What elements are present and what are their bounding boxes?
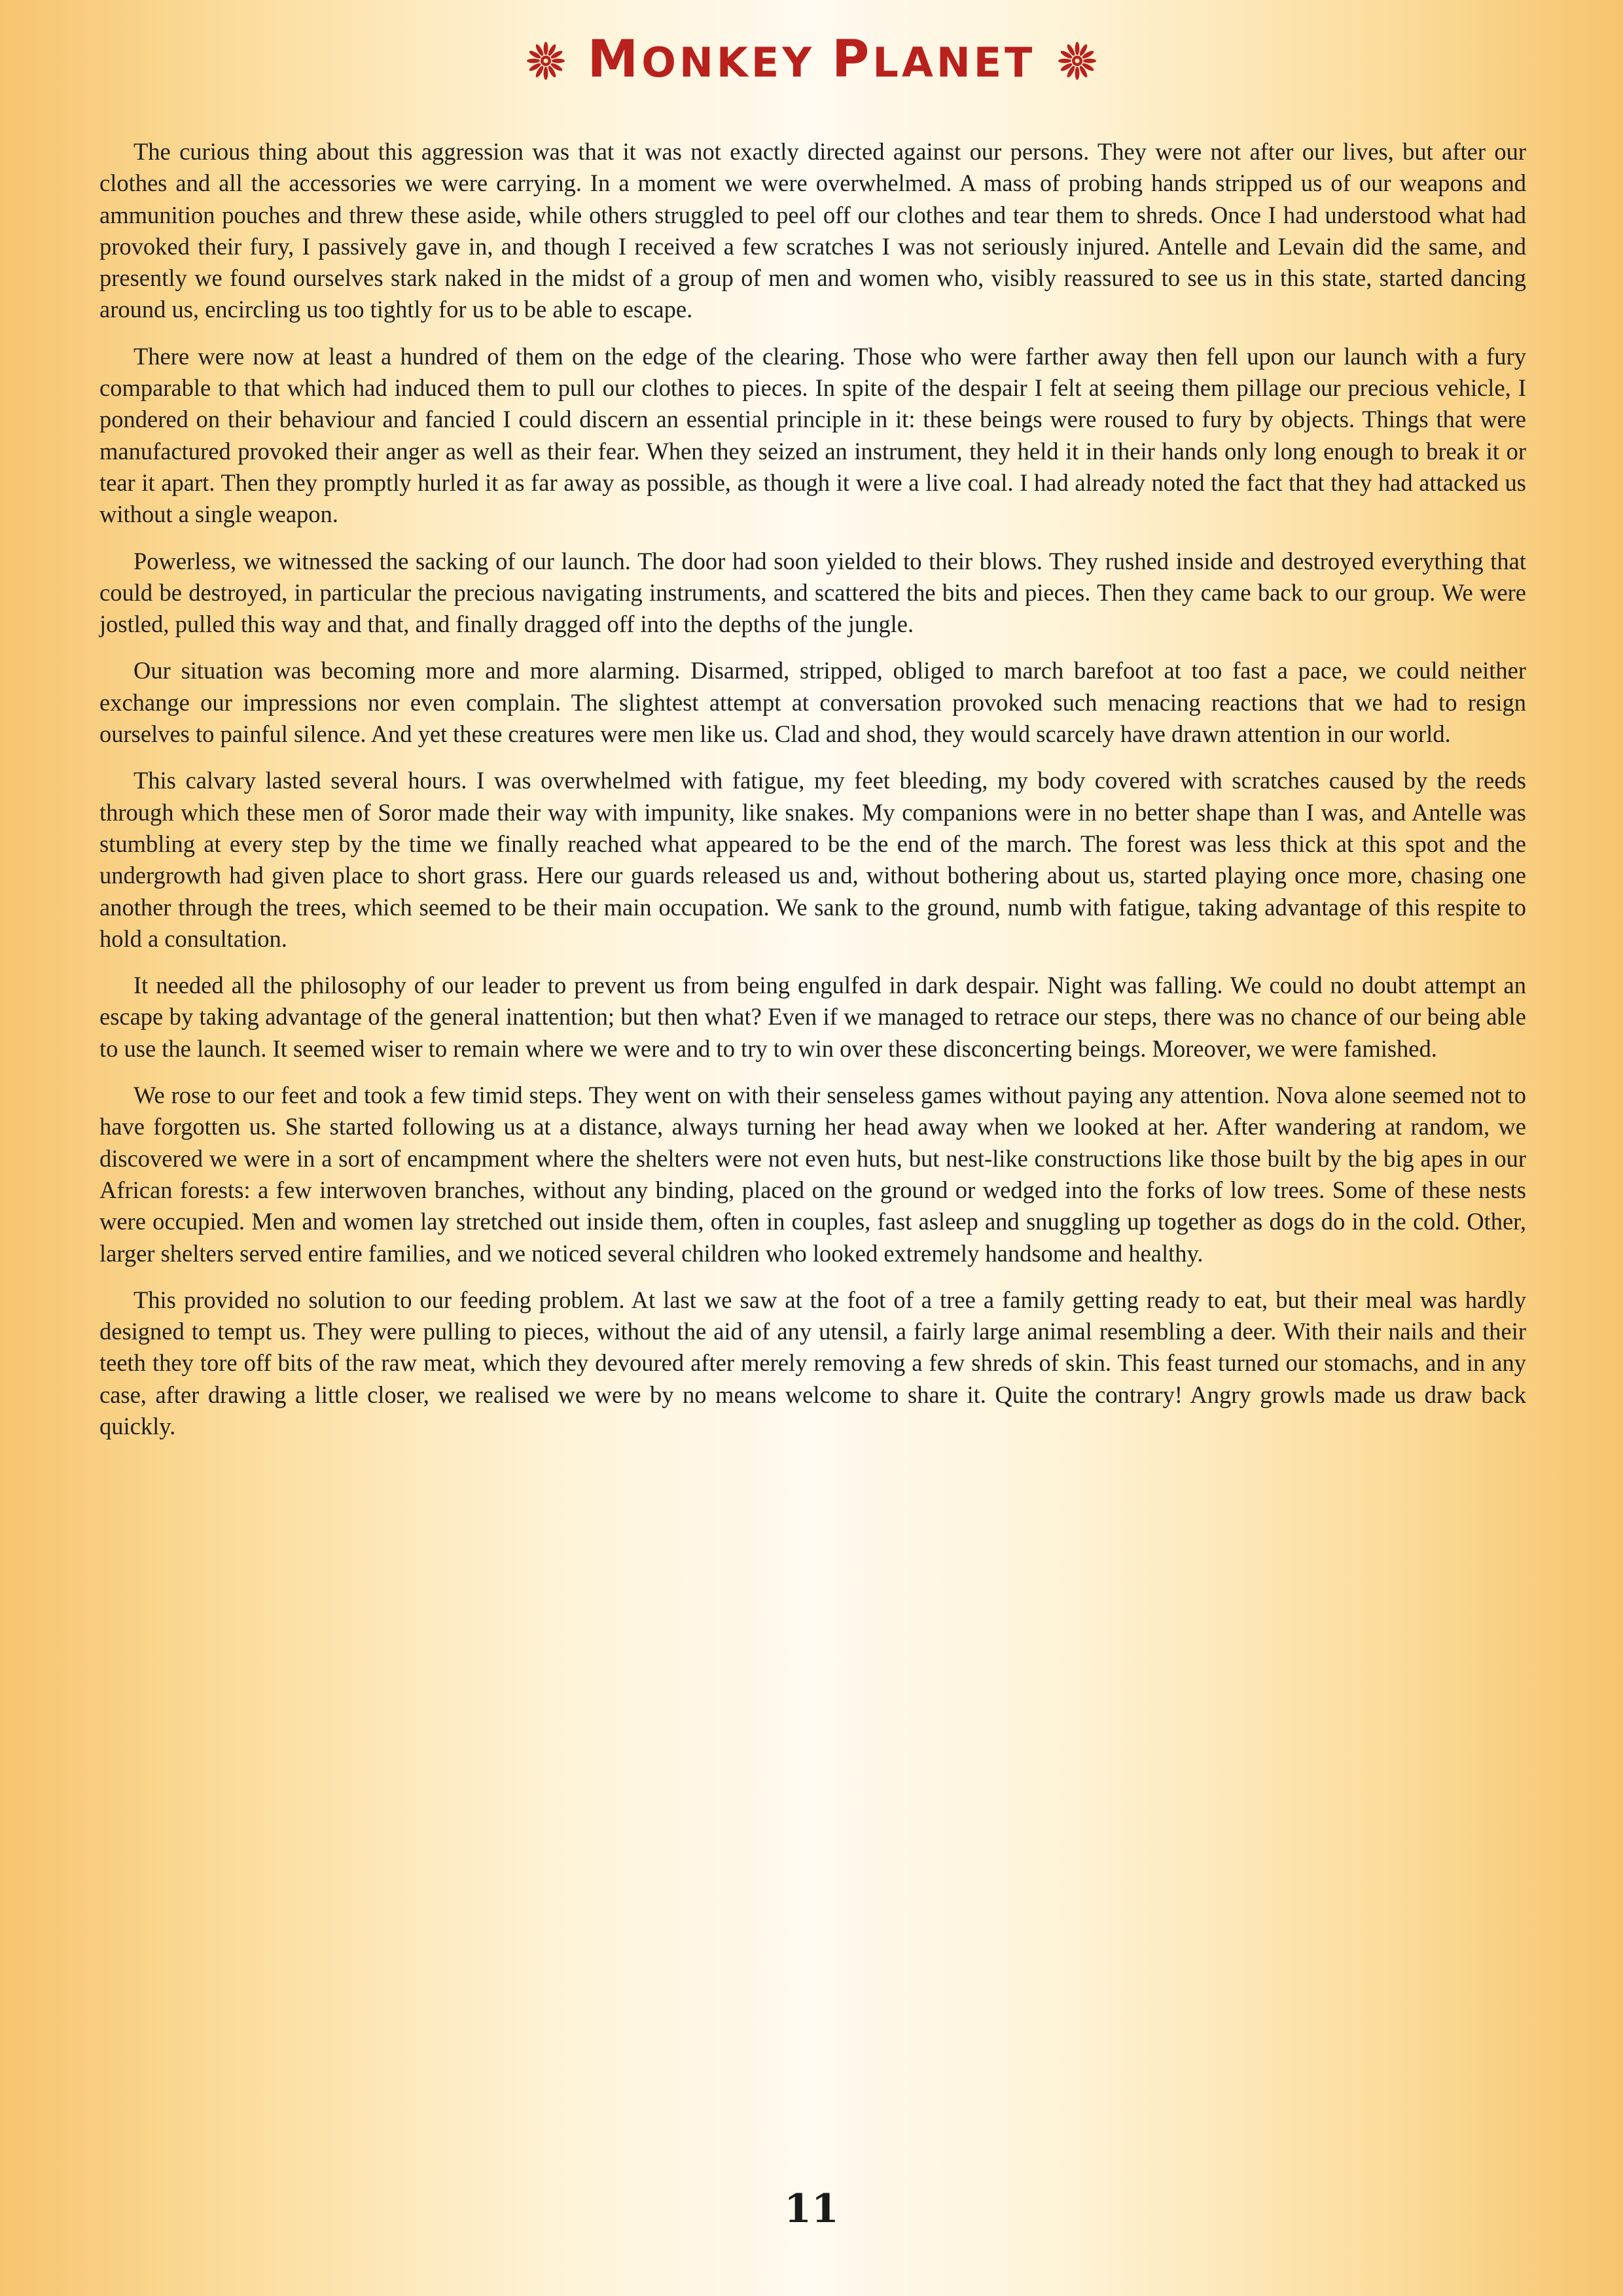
paragraph-5: This calvary lasted several hours. I was overwhelmed with fatigue, my feet bleeding, my body covered with scratches caused by the reeds through which these men of Soror made their way with impunity, like snakes. My companions were in no better shape than I was, and Antelle was stumbling at every step by the time we finally reached what appeared to be the end of the march. The forest was less thick at this spot and the undergrowth had given place to short grass. Here our guards released us and, without bothering about us, started playing once more, chasing one another through the trees, which seemed to be their main occupation. We sank to the ground, numb with fatigue, taking advantage of this respite to hold a consultation. — [99, 767, 1526, 952]
paragraph-3: Powerless, we witnessed the sacking of our launch. The door had soon yielded to their blows. They rushed inside and destroyed everything that could be destroyed, in particular the precious navigating instruments, and scattered the bits and pieces. Then they came back to our group. We were jostled, pulled this way and that, and finally dragged off into the depths of the jungle. — [99, 547, 1526, 638]
title-rest-monkey: ONKEY — [641, 38, 815, 86]
paragraph-4: Our situation was becoming more and more alarming. Disarmed, stripped, obliged to march barefoot at too fast a pace, we could neither exchange our impressions nor even complain. The slightest attempt at conversation provoked such menacing reactions that we had to resign ourselves to painful silence. And yet these creatures were men like us. Clad and shod, they would scarcely have drawn attention in our world. — [99, 657, 1526, 748]
title-initial-m: M — [587, 29, 642, 89]
paragraph-6: It needed all the philosophy of our leader to prevent us from being engulfed in dark despair. Night was falling. We could no doubt attempt an escape by taking advantage of the general inattention; but then what? Even if we managed to retrace our steps, there was no chance of our being able to use the launch. It seemed wiser to remain where we were and to try to win over these disconcerting beings. Moreover, we were famished. — [99, 972, 1526, 1062]
story-body — [99, 136, 1526, 2099]
paragraph-8: This provided no solution to our feeding problem. At last we saw at the foot of a tree a family getting ready to eat, but their meal was hardly designed to tempt us. They were pulling to pieces, without the aid of any utensil, a fairly large animal resembling a deer. With their nails and their teeth they tore off bits of the raw meat, which they devoured after merely removing a few shreds of skin. This feast turned our stomachs, and in any case, after drawing a little closer, we realised we were by no means welcome to share it. Quite the contrary! Angry growls made us draw back quickly. — [99, 1286, 1526, 1439]
page-title — [588, 30, 1036, 92]
paragraph-1: The curious thing about this aggression was that it was not exactly directed against our persons. They were not after our lives, but after our clothes and all the accessories we were carrying. In a moment we were overwhelmed. A mass of probing hands stripped us of our weapons and ammunition pouches and threw these aside, while others struggled to peel off our clothes and tear them to shreds. Once I had understood what had provoked their fury, I passively gave in, and though I received a few scratches I was not seriously injured. Antelle and Levain did the same, and presently we found ourselves stark naked in the midst of a group of men and women who, visibly reassured to see us in this state, started dancing around us, encircling us too tightly for us to be able to escape. — [99, 138, 1526, 323]
page-number: 11 — [784, 2186, 839, 2232]
flower-ornament-icon — [1058, 41, 1097, 80]
page-header — [0, 31, 1623, 90]
title-rest-planet: LANET — [872, 38, 1036, 86]
title-initial-p: P — [832, 29, 873, 89]
paragraph-2: There were now at least a hundred of them on the edge of the clearing. Those who were farther away then fell upon our launch with a fury comparable to that which had induced them to pull our clothes to pieces. In spite of the despair I felt at seeing them pillage our precious vehicle, I pondered on their behaviour and fancied I could discern an essential principle in it: these beings were roused to fury by objects. Things that were manufactured provoked their anger as well as their fear. When they seized an instrument, they held it in their hands only long enough to break it or tear it apart. Then they promptly hurled it as far away as possible, as though it were a live coal. I had already noted the fact that they had attacked us without a single weapon. — [99, 342, 1526, 528]
paragraph-7: We rose to our feet and took a few timid steps. They went on with their senseless games without paying any attention. Nova alone seemed not to have forgotten us. She started following us at a distance, always turning her head away when we looked at her. After wandering at random, we discovered we were in a sort of encampment where the shelters were not even huts, but nest-like constructions like those built by the big apes in our African forests: a few interwoven branches, without any binding, placed on the ground or wedged into the forks of low trees. Some of these nests were occupied. Men and women lay stretched out inside them, often in couples, fast asleep and snuggling up together as dogs do in the cold. Other, larger shelters served entire families, and we noticed several children who looked extremely handsome and healthy. — [99, 1082, 1526, 1267]
flower-ornament-icon — [526, 41, 565, 80]
